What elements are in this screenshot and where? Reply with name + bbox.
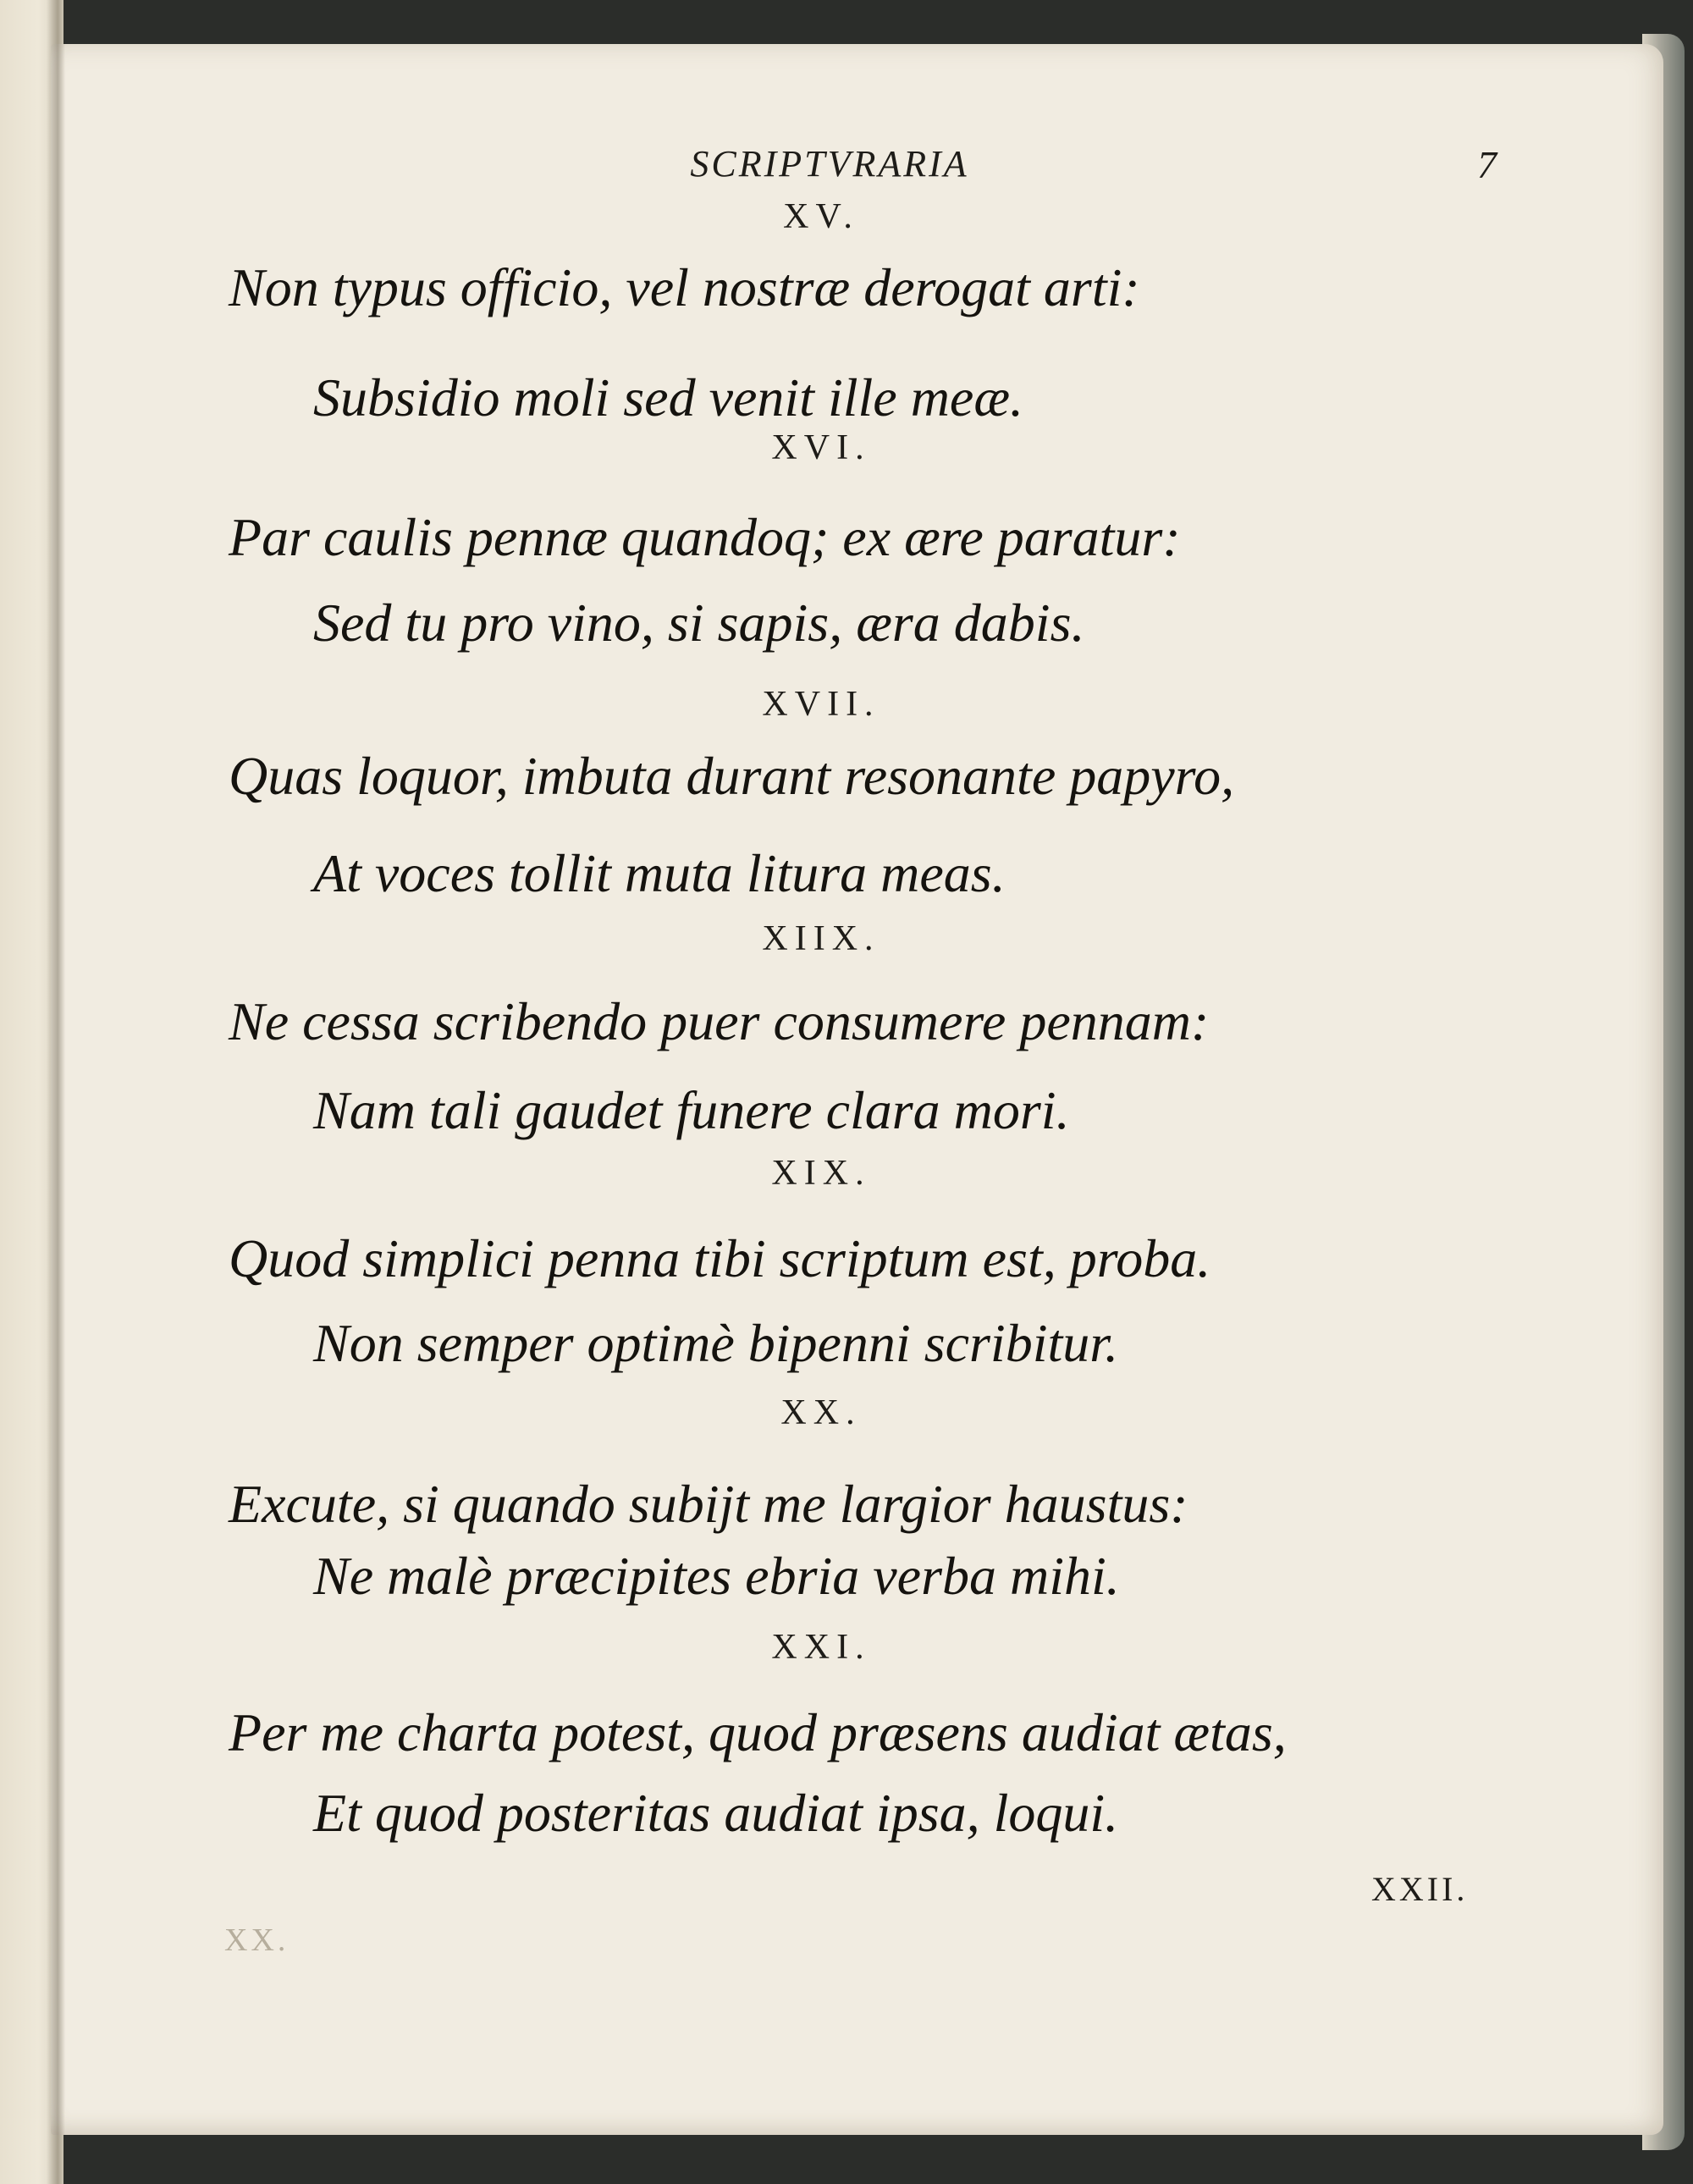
verse-line-1: Par caulis pennæ quandoq; ex ære paratur: — [229, 507, 1181, 567]
verse-line-1: Quas loquor, imbuta durant resonante papyro, — [229, 746, 1235, 806]
verse-numeral: XVI. — [771, 428, 871, 467]
verse-line-2: Non semper optimè bipenni scribitur. — [313, 1313, 1119, 1373]
verse-numeral: XVII. — [762, 685, 880, 724]
verse-line-1: Per me charta potest, quod præsens audiat ætas, — [229, 1702, 1287, 1762]
running-head: SCRIPTVRARIA — [690, 143, 969, 185]
verse-line-1: Excute, si quando subijt me largior haustus: — [229, 1474, 1188, 1534]
verse-line-2: Sed tu pro vino, si sapis, æra dabis. — [313, 593, 1085, 653]
page-number: 7 — [1477, 143, 1497, 186]
verse-line-1: Ne cessa scribendo puer consumere pennam: — [229, 991, 1210, 1051]
verse-line-1: Quod simplici penna tibi scriptum est, proba. — [229, 1228, 1211, 1288]
verse-line-2: Et quod posteritas audiat ipsa, loqui. — [313, 1783, 1119, 1843]
verse-line-2: At voces tollit muta litura meas. — [313, 843, 1006, 903]
verse-line-2: Subsidio moli sed venit ille meæ. — [313, 367, 1023, 427]
verse-line-1: Non typus officio, vel nostræ derogat arti: — [229, 257, 1140, 317]
verse-numeral: XX. — [780, 1393, 862, 1432]
verse-numeral: XIX. — [771, 1154, 871, 1193]
verse-numeral: XXI. — [771, 1628, 871, 1667]
verse-line-2: Nam tali gaudet funere clara mori. — [313, 1080, 1070, 1140]
verse-numeral: XV. — [783, 197, 859, 236]
catchword: XXII. — [1371, 1870, 1469, 1908]
bleed-through-text: XX. — [224, 1922, 290, 1958]
verse-line-2: Ne malè præcipites ebria verba mihi. — [313, 1546, 1120, 1606]
verse-numeral: XIIX. — [762, 919, 880, 958]
